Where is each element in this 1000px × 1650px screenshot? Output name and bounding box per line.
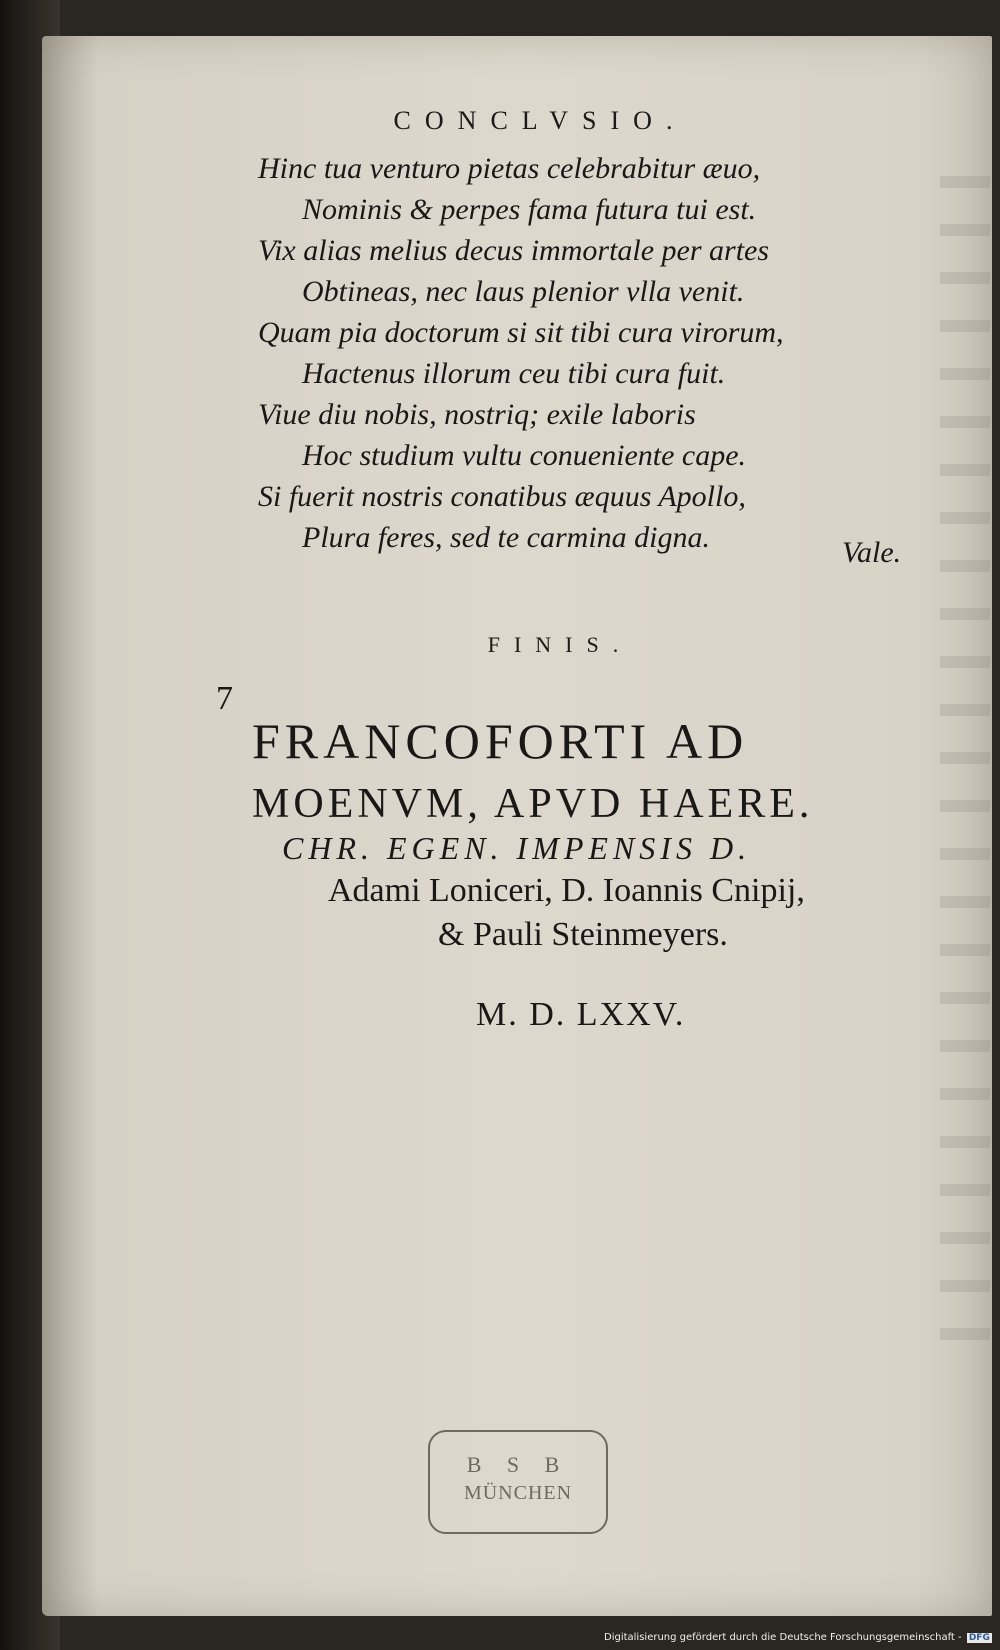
poem-closing: Vale. [842, 536, 902, 569]
poem-line: Si fuerit nostris conatibus æquus Apollo, [258, 480, 746, 513]
imprint-line: FRANCOFORTI AD [252, 713, 749, 769]
signature-mark: 7 [216, 680, 233, 717]
poem-line: Quam pia doctorum si sit tibi cura virorum, [258, 316, 784, 349]
stamp-line: B S B [466, 1452, 570, 1477]
poem-line: Viue diu nobis, nostriq; exile laboris [258, 398, 696, 431]
finis-heading: FINIS. [487, 632, 633, 657]
section-heading: CONCLVSIO. [393, 106, 687, 135]
poem-line: Plura feres, sed te carmina digna. [302, 521, 711, 554]
imprint-line: Adami Loniceri, D. Ioannis Cnipij, [328, 872, 805, 909]
poem-line: Hinc tua venturo pietas celebrabitur æuo, [258, 152, 761, 185]
dfg-logo: DFG [968, 1633, 990, 1643]
poem-line: Hoc studium vultu conueniente cape. [302, 439, 747, 472]
poem-line: Vix alias melius decus immortale per artes [258, 234, 770, 267]
imprint-year: M. D. LXXV. [476, 996, 686, 1033]
poem-text [258, 148, 958, 558]
stamp-line: MÜNCHEN [463, 1482, 573, 1504]
poem-line: Hactenus illorum ceu tibi cura fuit. [302, 357, 726, 390]
poem-line: Obtineas, nec laus plenior vlla venit. [302, 275, 745, 308]
imprint-line: & Pauli Steinmeyers. [438, 916, 728, 953]
library-stamp [428, 1430, 608, 1534]
footer-text: Digitalisierung gefördert durch die Deutsche Forschungsgemeinschaft - [604, 1632, 962, 1643]
imprint-line: CHR. EGEN. IMPENSIS D. [282, 830, 752, 866]
funding-footer [604, 1632, 992, 1643]
poem-line: Nominis & perpes fama futura tui est. [302, 193, 757, 226]
imprint-line: MOENVM, APVD HAERE. [252, 781, 814, 827]
